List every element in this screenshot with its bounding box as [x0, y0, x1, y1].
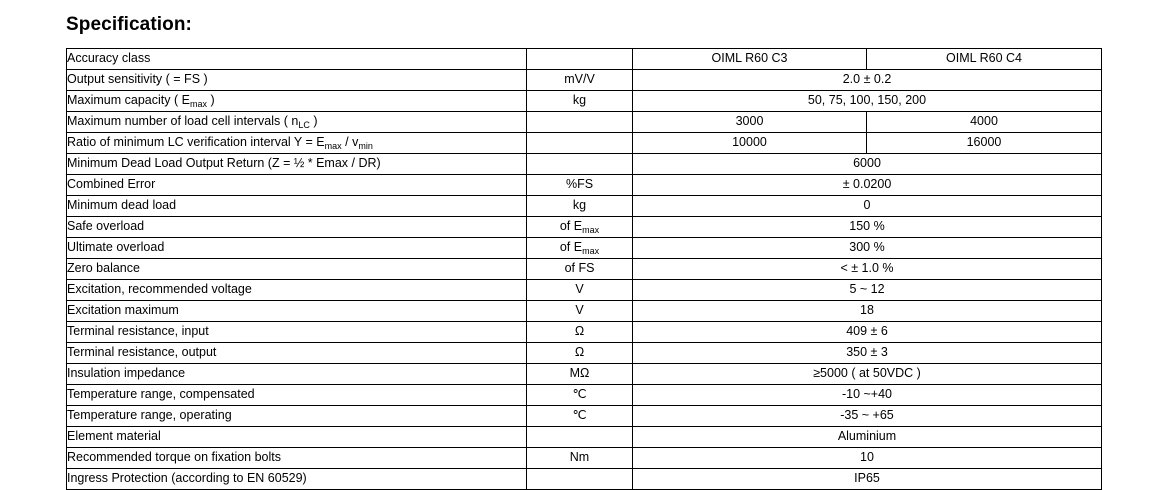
row-label: Terminal resistance, output — [67, 343, 527, 364]
row-value: 2.0 ± 0.2 — [633, 70, 1102, 91]
table-row — [67, 70, 1102, 91]
table-row — [67, 385, 1102, 406]
table-row — [67, 238, 1102, 259]
table-row — [67, 154, 1102, 175]
row-value-c3: OIML R60 C3 — [633, 49, 867, 70]
row-label: Minimum Dead Load Output Return (Z = ½ * Emax / DR) — [67, 154, 527, 175]
table-row — [67, 217, 1102, 238]
row-label: Maximum number of load cell intervals ( $n_{LC}$ ) — [67, 112, 527, 133]
row-label: Temperature range, compensated — [67, 385, 527, 406]
row-label: Ingress Protection (according to EN 60529) — [67, 469, 527, 490]
row-value: 10 — [633, 448, 1102, 469]
row-value-c4: 16000 — [867, 133, 1102, 154]
row-unit: Nm — [527, 448, 633, 469]
table-row — [67, 322, 1102, 343]
row-value: 50, 75, 100, 150, 200 — [633, 91, 1102, 112]
row-value-c4: 4000 — [867, 112, 1102, 133]
row-value: IP65 — [633, 469, 1102, 490]
specification-table — [66, 48, 1102, 490]
row-label: Combined Error — [67, 175, 527, 196]
row-label: Recommended torque on fixation bolts — [67, 448, 527, 469]
row-unit: ℃ — [527, 385, 633, 406]
table-row — [67, 49, 1102, 70]
row-unit: of $E_{max}$ — [527, 238, 633, 259]
table-row — [67, 448, 1102, 469]
row-value: 409 ± 6 — [633, 322, 1102, 343]
row-unit: kg — [527, 196, 633, 217]
table-row — [67, 175, 1102, 196]
table-row — [67, 259, 1102, 280]
row-unit: of $E_{max}$ — [527, 217, 633, 238]
row-label: Terminal resistance, input — [67, 322, 527, 343]
row-unit: V — [527, 301, 633, 322]
row-value: 6000 — [633, 154, 1102, 175]
table-row — [67, 364, 1102, 385]
row-unit — [527, 49, 633, 70]
row-label: Accuracy class — [67, 49, 527, 70]
row-unit: V — [527, 280, 633, 301]
row-value: 350 ± 3 — [633, 343, 1102, 364]
row-value: < ± 1.0 % — [633, 259, 1102, 280]
page-title: Specification: — [66, 14, 192, 35]
table-row — [67, 91, 1102, 112]
table-row — [67, 427, 1102, 448]
row-unit: kg — [527, 91, 633, 112]
row-label: Minimum dead load — [67, 196, 527, 217]
row-unit — [527, 133, 633, 154]
row-value: 5 ~ 12 — [633, 280, 1102, 301]
table-row — [67, 469, 1102, 490]
row-unit — [527, 427, 633, 448]
row-label: Excitation maximum — [67, 301, 527, 322]
row-unit: mV/V — [527, 70, 633, 91]
row-unit: of FS — [527, 259, 633, 280]
table-row — [67, 280, 1102, 301]
row-value: 18 — [633, 301, 1102, 322]
row-value: -35 ~ +65 — [633, 406, 1102, 427]
row-unit — [527, 469, 633, 490]
row-value-c4: OIML R60 C4 — [867, 49, 1102, 70]
row-unit — [527, 154, 633, 175]
row-value-c3: 10000 — [633, 133, 867, 154]
row-label: Ultimate overload — [67, 238, 527, 259]
row-label: Ratio of minimum LC verification interval $Y = E_{max} / v_{min}$ — [67, 133, 527, 154]
row-unit — [527, 112, 633, 133]
row-value: 150 % — [633, 217, 1102, 238]
row-unit: MΩ — [527, 364, 633, 385]
row-value: -10 ~+40 — [633, 385, 1102, 406]
row-value: ± 0.0200 — [633, 175, 1102, 196]
row-value: ≥5000 ( at 50VDC ) — [633, 364, 1102, 385]
row-label: Maximum capacity ( $E_{max}$ ) — [67, 91, 527, 112]
row-label: Temperature range, operating — [67, 406, 527, 427]
row-unit: Ω — [527, 343, 633, 364]
row-value: 300 % — [633, 238, 1102, 259]
row-value: Aluminium — [633, 427, 1102, 448]
row-label: Insulation impedance — [67, 364, 527, 385]
row-unit: %FS — [527, 175, 633, 196]
table-row — [67, 133, 1102, 154]
table-row — [67, 301, 1102, 322]
row-label: Safe overload — [67, 217, 527, 238]
table-row — [67, 406, 1102, 427]
table-row — [67, 343, 1102, 364]
row-label: Output sensitivity ( = FS ) — [67, 70, 527, 91]
row-value-c3: 3000 — [633, 112, 867, 133]
row-unit: Ω — [527, 322, 633, 343]
row-label: Zero balance — [67, 259, 527, 280]
row-unit: ℃ — [527, 406, 633, 427]
row-label: Element material — [67, 427, 527, 448]
table-row — [67, 112, 1102, 133]
row-label: Excitation, recommended voltage — [67, 280, 527, 301]
table-row — [67, 196, 1102, 217]
row-value: 0 — [633, 196, 1102, 217]
